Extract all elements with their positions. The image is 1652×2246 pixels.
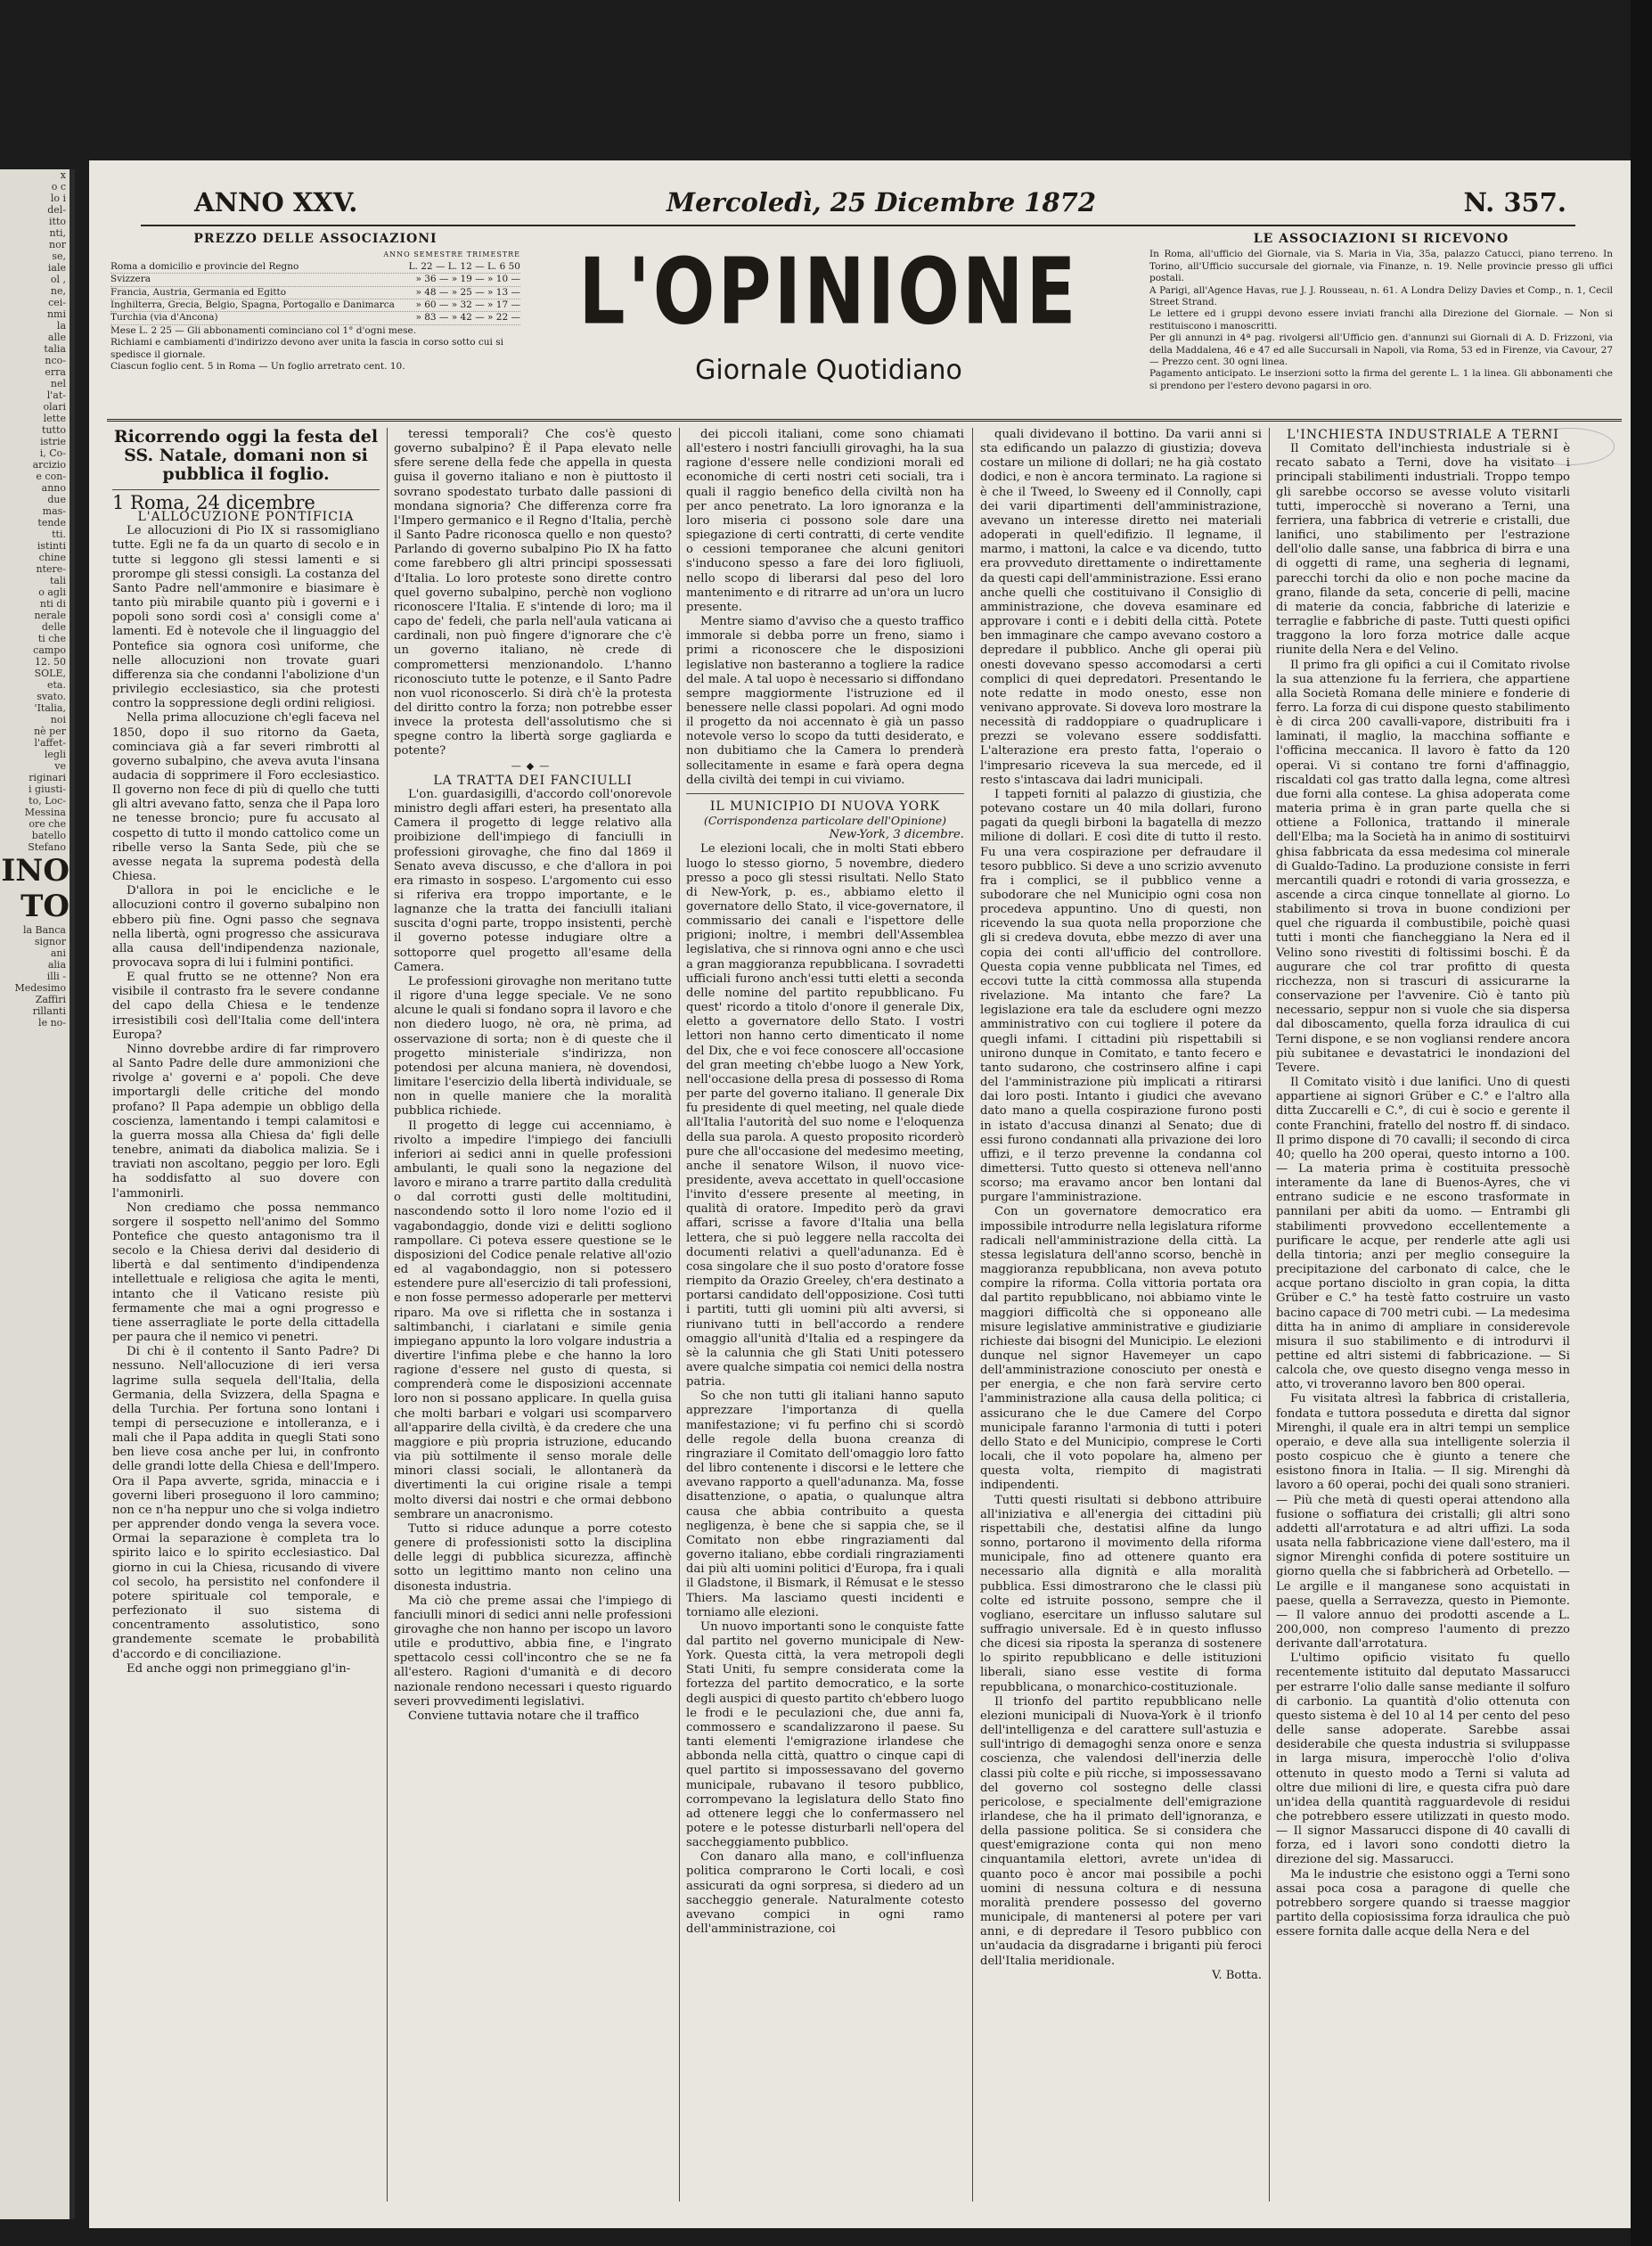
previous-page-fragment: mas- — [42, 505, 66, 517]
previous-page-fragment: la Banca — [22, 924, 66, 936]
previous-page-fragment: l'affet- — [34, 737, 66, 749]
column-rule — [387, 428, 388, 2201]
previous-page-fragment: i giusti- — [29, 783, 66, 795]
subs-heading: LE ASSOCIAZIONI SI RICEVONO — [1253, 232, 1509, 246]
paragraph: In Roma, all'ufficio del Giornale, via S. Maria in Via, 35a, palazzo Catucci, piano terreno. In Torino, all'Ufficio succursale del giornale, via Finanze, n. 19. Nelle provincie presso gli uffici postali. — [1149, 249, 1613, 284]
paragraph: Un nuovo importanti sono le conquiste fatte dal partito nel governo municipale di New-York. Questa città, la vera metropoli degli Stati Uniti, fu sempre considerata come la fortezza del partito democratico, e la sorte degli auspici di questo partito ch'ebbero luogo le frodi e le peculazioni che, due anni fa, commossero e scandalizzarono il paese. Su tanti elementi l'emigrazione irlandese che abbonda nella città, quattro o cinque capi di quel partito si impossessavano del governo municipale, rubavano il tesoro pubblico, corrompevano la legislatura dello Stato fino ad ottenere leggi che lo confermassero nel potere e le potesse disturbarli nell'opera del saccheggiamento pubblico. — [686, 1619, 964, 1850]
previous-page-fragment: signor — [34, 936, 66, 947]
price-row — [110, 274, 520, 286]
paragraph: Le lettere ed i gruppi devono essere inviati franchi alla Direzione del Giornale. — Non si restituiscono i manoscritti. — [1149, 308, 1613, 332]
previous-page-heading: TO — [20, 889, 70, 924]
paragraph: Pagamento anticipato. Le inserzioni sotto la firma del gerente L. 1 la linea. Gli abbonamenti che si prendono per l'estero devono pagarsi in oro. — [1149, 368, 1613, 391]
previous-page-fragment: eta. — [47, 679, 66, 691]
paragraph: Di chi è il contento il Santo Padre? Di nessuno. Nell'allocuzione di ieri versa lagrime sulla sequela dell'Italia, della Germania, della Svizzera, della Spagna e della Turchia. Per fortuna sono lontani i tempi di persecuzione e intolleranza, e i mali che il Papa addita in quegli Stati sono ben lieve cosa anche per lui, in confronto delle grandi lotte della Chiesa e dell'Impero. Ora il Papa avverte, sgrida, minaccia e i governi liberi proseguono il loro cammino; non ce n'ha neppur uno che si volga indietro per apprender dondo venga la severa voce. Ormai la separazione è completa tra lo spirito laico e lo spirito ecclesiastico. Dal giorno in cui la Chiesa, ricusando di vivere col secolo, ha persistito nel confondere il potere spirituale col temporale, e perfezionato il suo sistema di concentramento assolutistico, sono grandemente scemate le probabilità d'accordo e di conciliazione. — [112, 1345, 380, 1661]
previous-page-fragment: nerale — [34, 610, 66, 621]
article-body — [686, 428, 964, 788]
paragraph: Le professioni girovaghe non meritano tutte il rigore d'una legge speciale. Ve ne sono alcune le quali si fondano sopra il lavoro e che non diedero luogo, nè ora, nè prima, ad osservazione di sorta; non è di queste che il progetto ministeriale s'indirizza, non potendosi per alcuna maniera, nè dovendosi, limitare l'esercizio della libertà individuale, se non in quelle maniere che la moralità pubblica richiede. — [394, 974, 672, 1119]
previous-page-fragment: to, Loc- — [29, 795, 66, 807]
paragraph: Richiami e cambiamenti d'indirizzo devono aver unita la fascia in corso sotto cui si spedisce il giornale. — [110, 337, 503, 360]
previous-page-fragment: ve — [54, 760, 66, 772]
paragraph: D'allora in poi le encicliche e le allocuzioni contro il governo subalpino non ebbero più fine. Ogni passo che segnava nella libertà, ogni progresso che assicurava alla causa dell'indipendenza nazionale, provocava sopra di lui i fulmini pontifici. — [112, 884, 380, 970]
issue-year: ANNO XXV. — [194, 187, 358, 217]
column-1 — [112, 428, 380, 2201]
paragraph: Le elezioni locali, che in molti Stati ebbero luogo lo stesso giorno, 5 novembre, diedero presso a poco gli stessi risultati. Nello Stato di New-York, p. es., abbiamo eletto il governatore dello Stato, il vice-governatore, il commissario dei canali e l'ispettore delle prigioni; inoltre, i membri dell'Assemblea legislativa, che si rinnova ogni anno e che uscì a gran maggioranza repubblicana. I sovradetti ufficiali furono anch'essi tutti eletti a seconda delle nomine del partito repubblicano. Fu quest' ricordo a titolo d'onore il generale Dix, eletto a governatore dello Stato. I vostri lettori non hanno certo dimenticato il nome del Dix, che e voi fece conoscere all'occasione del gran meeting ch'ebbe luogo a New York, nell'occasione della presa di possesso di Roma per parte del governo italiano. Il generale Dix fu presidente di quel meeting, nel quale diede all'Italia l'autorità del suo nome e l'eloquenza della sua parola. A questo proposito ricorderò pure che all'occasione del medesimo meeting, anche il senatore Wilson, il nuovo vice-presidente, aveva accettato in quell'occasione l'invito d'essere presente al meeting, in qualità di oratore. Impedito però da gravi affari, scrisse a favore d'Italia una bella lettera, che si può leggere nella raccolta dei documenti relativi a quell'adunanza. Ed è cosa singolare che il suo posto d'oratore fosse riempito da Orazio Greeley, ch'era destinato a portarsi candidato dell'opposizione. Così tutti i partiti, tutti gli uomini più alti avversi, si riunivano tutti in bell'accordo a rendere omaggio all'unità d'Italia ed a respingere da sè la calunnia che gli Stati Uniti potessero avere qualche simpatia coi nemici della nostra patria. — [686, 842, 964, 1389]
previous-page-fragment: nti, — [49, 227, 66, 239]
subscription-prices — [110, 234, 520, 373]
previous-page-fragment: o agli — [38, 586, 66, 598]
price-row — [110, 287, 520, 299]
subscription-offices — [1149, 234, 1613, 392]
paragraph: Ciascun foglio cent. 5 in Roma — Un foglio arretrato cent. 10. — [110, 361, 405, 373]
previous-page-fragment: ol , — [50, 274, 66, 285]
paragraph: L'on. guardasigilli, d'accordo coll'onorevole ministro degli affari esteri, ha presentato alla Camera il progetto di legge relativo alla proibizione dell'impiego di fanciulli in professioni girovaghe, che fino dal 1869 il Senato aveva discusso, e che d'allora in poi era rimasto in sospeso. L'argomento cui esso si riferiva era troppo importante, e le lagnanze che la tratta dei fanciulli italiani suscita d'ogni parte, troppo insistenti, perchè il governo potesse indugiare oltre a sottoporre quel progetto all'esame della Camera. — [394, 787, 672, 974]
paragraph: I tappeti forniti al palazzo di giustizia, che potevano costare un 40 mila dollari, furono pagati da quegli birboni la bagatella di mezzo milione di dollari. E così dite di tutto il resto. Fu una vera cospirazione per defraudare il tesoro pubblico. Si deve a uno scrizio avvenuto fra i complici, se il pubblico venne a subodorare che nel Municipio ogni cosa non procedeva appuntino. Uno di questi, non ricevendo la sua quota nella proporzione che gli si credeva dovuta, ebbe mezzo di aver una copia dei conti all'ufficio del controllore. Questa copia venne pubblicata nel Times, ed eccovi tutte la città commossa alla stupenda rivelazione. Ma intanto che fare? La legislazione era tale da escludere ogni mezzo amministrativo con cui togliere il potere da quegli infami. I cittadini più rispettabili si unirono dunque in Comitato, e tanto fecero e tanto sudarono, che costrinsero alfine i capi del l'amministrazione più implicati a ritirarsi dai loro posti. Intanto i giudici che avevano dato mano a quella cospirazione furono posti in istato d'accusa dinanzi al Senato; due di essi furono condannati alla privazione dei loro uffizi, e il terzo prevenne la condanna col dimettersi. Tutto questo si otteneva nell'anno scorso; ma eravamo ancor ben lontani dal purgare l'amministrazione. — [980, 787, 1262, 1205]
previous-page-fragment: nor — [49, 239, 66, 250]
previous-page-fragment: due — [47, 494, 66, 505]
previous-page-fragment: nmi — [46, 308, 66, 320]
previous-page-fragment: talia — [44, 343, 66, 355]
article-body — [112, 524, 380, 1676]
previous-page-fragment: tali — [49, 575, 66, 586]
price-amount: » 60 — » 32 — » 17 — — [415, 299, 520, 311]
previous-page-fragment: olari — [43, 401, 66, 413]
paragraph: Il progetto di legge cui accenniamo, è rivolto a impedire l'impiego dei fanciulli inferiori ai sedici anni in quelle professioni ambulanti, le quali sono la negazione del lavoro e mirano a trarre partito dalla credulità o dal corrotti gusti delle moltitudini, nascondendo sotto il loro nome l'ozio ed il vagabondaggio, donde vizi e delitti sogliono rampollare. Ci poteva essere questione se le disposizioni del Codice penale relative all'ozio ed al vagabondaggio, non si potessero estendere pure all'esercizio di tali professioni, e non fosse permesso adoperarle per mettervi riparo. Ma ove si rifletta che in sostanza i saltimbanchi, i ciarlatani e simile genia impiegano appunto la loro volgare industria a divertire l'infima plebe e che hanno la loro ragione d'essere nel gusto di questa, si comprenderà come le disposizioni accennate loro non si possano applicare. In quella guisa che molti barbari e volgari usi scomparvero all'apparire della civiltà, è da credere che una maggiore e più propria istruzione, educando via più sottilmente il senso morale delle minori classi sociali, le allontanerà da divertimenti la cui origine risale a tempi molto diversi dai nostri e che ormai debbono sembrare un anacronismo. — [394, 1119, 672, 1521]
previous-page-fragment: Messina — [24, 807, 66, 818]
previous-page-fragment: del- — [47, 204, 66, 216]
paragraph: Ma ciò che preme assai che l'impiego di fanciulli minori di sedici anni nelle professioni girovaghe che non hanno per iscopo un lavoro utile e produttivo, abbia fine, e l'ingrato spettacolo cessi coll'incontro che se ne fa all'estero. Ragioni d'umanità e di decoro nazionale rendono necessari i questo riguardo severi provvedimenti legislativi. — [394, 1594, 672, 1709]
article-heading: IL MUNICIPIO DI NUOVA YORK — [709, 799, 941, 814]
rule — [686, 793, 964, 794]
price-amount: » 83 — » 42 — » 22 — — [415, 312, 520, 324]
previous-page-fragment: l'at- — [46, 389, 66, 401]
previous-page-fragment: lo i — [50, 193, 66, 204]
scan-border — [1631, 0, 1652, 2246]
previous-page-edge — [0, 169, 75, 2219]
dateline: 1 Roma, 24 dicembre — [112, 492, 315, 513]
previous-page-fragment: batello — [31, 830, 66, 841]
paragraph: Il Comitato visitò i due lanifici. Uno di questi appartiene ai signori Grüber e C.° e l'altro alla ditta Zuccarelli e C.°, di cui è socio e gerente il conte Franchini, fratello del nostro ff. di sindaco. Il primo dispone di 70 cavalli; il secondo di circa 40; quello ha 200 operai, questo intorno a 100. — La materia prima è costituita pressochè interamente da lane di Buenos-Ayres, che vi entrano sudicie e ne escono trasformate in pannilani per abiti da uomo. — Entrambi gli stabilimenti provvedono eccellentemente a purificare le acque, per renderle atte agli usi della tintoria; anzi per meglio conseguire la precipitazione del carbonato di calce, che le acque portano disciolto in gran copia, la ditta Grüber e C.° ha testè fatto costruire un vasto bacino capace di 700 metri cubi. — La medesima ditta ha in animo di ampliare in considerevole misura il suo stabilimento e di introdurvi il pettine ed altri sistemi di fabbricazione. — Si calcola che, ove questo disegno venga messo in atto, vi troveranno lavoro ben 800 operai. — [1276, 1076, 1570, 1392]
previous-page-fragment: SOLE, — [34, 668, 66, 679]
previous-page-fragment: e con- — [36, 471, 66, 482]
previous-page-fragment: la — [56, 320, 66, 332]
newspaper-title: L'OPINIONE — [578, 239, 1079, 346]
price-place: Svizzera — [110, 274, 151, 285]
previous-page-fragment: illi - — [46, 971, 66, 982]
column-5 — [1276, 428, 1570, 2201]
previous-page-fragment: Stefano — [28, 841, 66, 853]
previous-page-fragment: cei- — [48, 297, 66, 308]
previous-page-fragment: iale — [47, 262, 66, 274]
article-body — [686, 842, 964, 1937]
previous-page-fragment: lette — [43, 413, 66, 424]
price-table — [110, 261, 520, 325]
previous-page-fragment: nè per — [34, 725, 66, 737]
previous-page-fragment: tutto — [42, 424, 66, 436]
paragraph: Tutti questi risultati si debbono attribuire all'iniziativa e all'energia dei cittadini più rispettabili che, destatisi alfine da lungo sonno, portarono il movimento della riforma municipale, fino ad ottenere quanto era necessario alla dignità e alla moralità pubblica. Essi dimostrarono che le classi più colte ed istruite possono, sempre che il vogliano, esercitare un influsso salutare sul suffragio universale. Ed è in questo influsso che dicesi sia riposta la speranza di sostenere lo spirito repubblicano e delle istituzioni liberali, siano esse vestite di forma repubblicana, o monarchico-costituzionale. — [980, 1493, 1262, 1694]
previous-page-fragment: tti. — [52, 529, 66, 540]
price-place: Roma a domicilio e provincie del Regno — [110, 260, 299, 272]
previous-page-fragment: nco- — [45, 355, 66, 366]
previous-page-fragment: ani — [50, 947, 66, 959]
paragraph: quali dividevano il bottino. Da varii anni si sta edificando un palazzo di giustizia; doveva costare un milione di dollari; ne ha già costato dodici, e non è ancora terminato. La ragione si è che il Tweed, lo Sweeny ed il Connolly, capi dei varii dipartimenti dell'amministrazione, avevano un interesse diretto nei materiali adoperati in quell'edifizio. Il legname, il marmo, i mattoni, la calce e va dicendo, tutto era provveduto direttamente o indirettamente da questi capi dell'amministrazione. Essi erano anche quelli che costituivano il Consiglio di amministrazione, che doveva esaminare ed approvare i conti e i debiti della città. Potete ben immaginare che campo avevano costoro a depredare il pubblico. Anche gli operai più onesti dovevano spesso accomodarsi a certi complici di quei depredatori. Presentando le note redatte in modo onesto, esse non venivano approvate. Si doveva loro mostrare la necessità di raddoppiare o quadruplicare i prezzi se volevano essere soddisfatti. L'alterazione era presto fatta, l'operaio o l'impresario riceveva la sua mercede, ed il resto s'intascava dai ladri municipali. — [980, 428, 1262, 787]
price-row — [110, 261, 520, 274]
price-amount: » 36 — » 19 — » 10 — — [415, 274, 520, 285]
previous-page-fragment: se, — [52, 250, 66, 262]
paragraph: A Parigi, all'Agence Havas, rue J. J. Rousseau, n. 61. A Londra Delizy Davies et Comp., n. 1, Cecil Street Strand. — [1149, 284, 1613, 308]
previous-page-fragment: nti di — [39, 598, 66, 610]
paragraph: Nella prima allocuzione ch'egli faceva nel 1850, dopo il suo ritorno da Gaeta, cominciava già a far severi rimbrotti al governo subalpino, che aveva avuta l'insana audacia di sopprimere il Foro ecclesiastico. Il governo non fece di più di quello che tutti gli altri avevano fatto, senza che il Papa loro ne tenesse broncio; pure fu accusato al cospetto di tutto il mondo cattolico come un ribelle verso la Santa Sede, più che se avesse negata la suprema podestà della Chiesa. — [112, 711, 380, 884]
previous-page-fragment: alia — [47, 959, 66, 971]
paragraph: Tutto si riduce adunque a porre cotesto genere di professionisti sotto la disciplina delle leggi di pubblica sicurezza, affinchè sotto un legittimo manto non celino una disonesta industria. — [394, 1521, 672, 1594]
paragraph: Le allocuzioni di Pio IX si rassomigliano tutte. Egli ne fa da un quarto di secolo e in tutte si leggono gli stessi lamenti e si prorompe gli stessi consigli. La costanza del Santo Padre nell'ammonire e biasimare è tanto più mirabile quanto più i governi e i popoli sono sordi così a' consigli come a' lamenti. Ed è notevole che il linguaggio del Pontefice sia ognora così uniforme, che nelle allocuzioni non trovate guari differenza sia che condanni l'abolizione d'un privilegio ecclesiastico, sia che protesti contro la soppressione degli ordini religiosi. — [112, 524, 380, 711]
paragraph: Con danaro alla mano, e coll'influenza politica comprarono le Corti locali, e così assicurati da ogni sorpresa, si diedero ad un saccheggio generale. Naturalmente cotesto avevano compici in ogni ramo dell'amministrazione, coi — [686, 1850, 964, 1937]
issue-number: N. 357. — [1463, 187, 1566, 217]
previous-page-fragment: nel — [50, 378, 66, 389]
previous-page-fragment: alle — [47, 332, 66, 343]
previous-page-fragment: 'Italia, — [34, 702, 66, 714]
article-body — [1276, 442, 1570, 1939]
paragraph: Ed anche oggi non primeggiano gl'in- — [127, 1661, 351, 1676]
masthead-rule — [107, 419, 1622, 422]
previous-page-fragment: istrie — [40, 436, 66, 447]
previous-page-fragment: noi — [50, 714, 66, 725]
paragraph: Conviene tuttavia notare che il traffico — [408, 1709, 640, 1723]
previous-page-fragment: legli — [44, 749, 66, 760]
rule — [112, 489, 380, 490]
previous-page-fragment: o c — [51, 181, 66, 193]
previous-page-fragment: riginari — [29, 772, 66, 783]
price-amount: L. 22 — L. 12 — L. 6 50 — [408, 260, 520, 272]
paragraph: Il Comitato dell'inchiesta industriale si è recato sabato a Terni, dove ha visitato i principali stabilimenti industriali. Troppo tempo gli sarebbe occorso se avesse voluto visitarli tutti, imperocchè si noverano a Terni, una ferriera, una fabbrica di vetrerie e cristalli, due lanifici, uno stabilimento per l'estrazione dell'olio dalle sanse, una fabbrica di birra e una di oggetti di rame, una segheria di legnami, parecchi torchi da olio e non poche macine da grano, filande da seta, concerie di pelli, macine di materie da concia, fabbriche di laterizie e terraglie e fabbriche di paste. Tutti questi opifici traggono la loro forza motrice dalle acque riunite della Nera e del Velino. — [1276, 442, 1570, 658]
previous-page-fragment: Medesimo — [14, 982, 66, 994]
previous-page-fragment: i, Co- — [39, 447, 66, 459]
previous-page-fragment: le no- — [38, 1017, 66, 1029]
article-body — [394, 428, 672, 759]
column-rule — [1269, 428, 1270, 2201]
paragraph: Ma le industrie che esistono oggi a Terni sono assai poca cosa a paragone di quelle che potrebbero sorgere quando si traesse maggior partito della copiosissima forza idraulica che può essere fornita dalle acque della Nera e del — [1276, 1867, 1570, 1939]
previous-page-fragment: arcizio — [32, 459, 66, 471]
previous-page-fragment: rillanti — [32, 1005, 66, 1017]
column-4 — [980, 428, 1262, 2201]
paragraph: Il trionfo del partito repubblicano nelle elezioni municipali di Nuova-York è il trionfo dell'intelligenza e del carattere sull'astuzia e sull'intrigo di demagoghi senza onore e senza coscienza, che valendosi dell'inerzia delle classi più colte e più ricche, si impossessavano del governo col sostegno delle classi pericolose, e specialmente dell'emigrazione irlandese, che ha il primato dell'ignoranza, e della passione politica. Se si considera che quest'emigrazione conta qui non meno cinquantamila elettori, avrete un'idea di quanto poco è ancor mai possibile a pochi uomini di nessuna coltura e di nessuna moralità prendere possesso del governo municipale, di mantenersi al potere per vari anni, e di depredare il Tesoro pubblico con un'audacia da disgradarne i briganti più feroci dell'Italia meridionale. — [980, 1694, 1262, 1968]
previous-page-fragment: istinti — [37, 540, 66, 552]
previous-page-fragments — [0, 169, 70, 1029]
column-rule — [679, 428, 680, 2201]
previous-page-fragment: anno — [41, 482, 66, 494]
price-place: Turchia (via d'Ancona) — [110, 312, 218, 324]
price-amount: » 48 — » 25 — » 13 — — [415, 286, 520, 298]
previous-page-fragment: chine — [38, 552, 66, 563]
previous-page-fragment: svato. — [37, 691, 66, 702]
previous-page-heading: INO — [1, 853, 70, 889]
column-3 — [686, 428, 964, 2201]
paragraph: Mese L. 2 25 — Gli abbonamenti cominciano col 1° d'ogni mese. — [110, 324, 417, 336]
article-heading: LA TRATTA DEI FANCIULLI — [433, 773, 633, 788]
article-body — [394, 788, 672, 1724]
price-notes — [110, 325, 520, 373]
column-rule — [972, 428, 973, 2201]
previous-page-fragment: erra — [45, 366, 66, 378]
price-place: Francia, Austria, Germania ed Egitto — [110, 286, 287, 298]
previous-page-fragment: campo — [33, 644, 66, 656]
previous-page-fragment: ntere- — [36, 563, 66, 575]
paragraph: Ninno dovrebbe ardire di far rimprovero al Santo Padre delle dure ammonizioni che rivolge a' governi e a' popoli. Che deve importargli delle critiche del mondo profano? Il Papa adempie un obbligo della coscienza, lamentando i tempi calamitosi e la guerra mossa alla Chiesa da' figli delle tenebre, animati da diabolica malizia. Se i traviati non ascoltano, peggio per loro. Egli ha soddisfatto al suo dovere con l'ammonirli. — [112, 1042, 380, 1201]
newspaper-subtitle: Giornale Quotidiano — [695, 355, 962, 386]
paragraph: Mentre siamo d'avviso che a questo traffico immorale si debba porre un freno, siamo i primi a riconoscere che le disposizioni legislative non basteranno a togliere la radice del male. A tal uopo è necessario si diffondano sempre maggiormente l'istruzione ed il benessere nelle classi popolari. Ad ogni modo il progetto da noi accennato è già un passo notevole verso lo scopo da tutti desiderato, e non dubitiamo che la Camera lo prenderà sollecitamente in esame e farà opera degna della civiltà dei tempi in cui viviamo. — [686, 615, 964, 787]
article-dateline: New-York, 3 dicembre. — [829, 828, 964, 842]
price-row — [110, 299, 520, 312]
previous-page-fragment: ore che — [29, 818, 66, 830]
ornament-rule: —◆— — [511, 759, 555, 772]
article-heading: L'INCHIESTA INDUSTRIALE A TERNI — [1287, 428, 1559, 442]
issue-date: Mercoledì, 25 Dicembre 1872 — [667, 187, 1097, 217]
previous-page-fragment: ti che — [37, 633, 66, 644]
paragraph: E qual frutto se ne ottenne? Non era visibile il contrasto fra le severe condanne del capo della Chiesa e le tendenze irresistibili così dell'Italia come dell'intera Europa? — [112, 971, 380, 1042]
previous-page-fragment: Zaffiri — [35, 994, 66, 1005]
paragraph: Per gli annunzi in 4ª pag. rivolgersi all'Ufficio gen. d'annunzi sui Giornali di A. D. Frizzoni, via della Maddalena, 46 e 47 ed alle Succursali in Napoli, via Roma, 53 ed in Firenze, via Cavour, 27 — Prezzo cent. 30 ogni linea. — [1149, 332, 1613, 368]
price-place: Inghilterra, Grecia, Belgio, Spagna, Portogallo e Danimarca — [110, 299, 395, 311]
newspaper-page — [89, 160, 1631, 2228]
previous-page-fragment: delle — [41, 621, 66, 633]
paragraph: L'ultimo opificio visitato fu quello recentemente istituito dal deputato Massarucci per estrarre l'olio dalle sanse mediante il solfuro di carbonio. La quantità d'olio ottenuta con questo sistema è del 10 al 14 per cento del peso delle sanse adoperate. Sarebbe assai desiderabile che questa industria si sviluppasse in larga misura, imperocchè l'olio d'oliva ottenuto in questo modo a Terni si valuta ad oltre due milioni di lire, e questa cifra può dare un'idea della quantità ragguardevole di residui che potrebbero essere utilizzati in questo modo. — Il signor Massarucci dispone di 40 cavalli di forza, ed i lavori sono condotti dietro la direzione del sig. Massarucci. — [1276, 1652, 1570, 1867]
paragraph: Il primo fra gli opifici a cui il Comitato rivolse la sua attenzione fu la ferriera, che appartiene alla Società Romana delle miniere e fonderie di ferro. La forza di cui dispone questo stabilimento è di circa 200 cavalli-vapore, distribuiti fra i laminati, il maglio, la macchina soffiante e l'officina meccanica. Il lavoro è fatto da 120 operai. Vi si contano tre forni d'affinaggio, riscaldati col gas tratto dalla legna, come altresì due forni alla contese. La ghisa adoperata come materia prima è in gran parte quella che si ottiene a Follonica, trattando il minerale dell'Elba; ma la Società ha in animo di sostituirvi ghisa fabbricata da essa medesima col minerale di Gualdo-Tadino. La produzione consiste in ferri mercantili quadri e rotondi di varia grossezza, e ascende a circa cinque tonnellate al giorno. Lo stabilimento si trova in buone condizioni per quel che riguarda il combustibile, poichè quasi tutti i monti che fiancheggiano la Nera ed il Velino sono rivestiti di foltissimi boschi. È da augurare che col trar profitto di questa ricchezza, non si trascuri di assicurarne la conservazione per l'avvenire. Ciò è tanto più necessario, seppur non si vuole che sia dispersa dal diboscamento, quella forza idraulica di cui Terni dispone, e se non vogliansi rendere ancora più subitanee e devastatrici le inondazioni del Tevere. — [1276, 658, 1570, 1075]
paragraph: dei piccoli italiani, come sono chiamati all'estero i nostri fanciulli girovaghi, ha la sua ragione d'essere nelle condizioni morali ed economiche di certi nostri ceti sociali, tra i quali il raggio benefico della civiltà non ha per anco penetrato. La loro ignoranza e la loro miseria ci possono sole dare una spiegazione di certi contratti, di certe vendite o cessioni temporanee che alcuni genitori s'inducono spesso a fare dei loro figliuoli, nello scopo di liberarsi dal peso del loro mantenimento e di ritrarre ad un'ora un lucro presente. — [686, 428, 964, 614]
paragraph: teressi temporali? Che cos'è questo governo subalpino? È il Papa elevato nelle sfere serene della fede che appella in questa guisa il governo italiano e non è piuttosto il sovrano spodestato turbato dalle passioni di mondana signoria? Che differenza corre fra l'Impero germanico e il Regno d'Italia, perchè il Santo Padre riconosca quello e non questo? Parlando di governo subalpino Pio IX ha fatto come farebbero gli altri principi spossessati d'Italia. Lo loro proteste sono dirette contro quel governo subalpino, perchè non vogliono riconoscere l'Italia. E s'intende di loro; ma il capo de' fedeli, che parla nell'aula vaticana ai cardinali, non può fingere d'ignorare che c'è un governo italiano, nè crede di compromettersi menzionandolo. L'hanno riconosciuto tutte le potenze, e il Santo Padre non vuol riconoscerlo. Si dirà ch'è la protesta del diritto contro la forza; non potrebbe esser invece la protesta dell'assolutismo che si spegne contro la libertà sorge gagliarda e potente? — [394, 428, 672, 758]
issue-line — [141, 185, 1575, 226]
previous-page-fragment: x — [60, 169, 66, 181]
prices-columns: ANNO SEMESTRE TRIMESTRE — [383, 250, 520, 259]
article-heading: L'ALLOCUZIONE PONTIFICIA — [137, 510, 355, 525]
prices-heading: PREZZO DELLE ASSOCIAZIONI — [193, 232, 438, 246]
paragraph: So che non tutti gli italiani hanno saputo apprezzare l'importanza di quella manifestazione; vi fu perfino chi si scordò delle regole della buona creanza di ringraziare il Comitato dell'omaggio loro fatto del libro contenente i discorsi e le lettere che avevano rapporto a quell'adunanza. Ma, fosse disattenzione, o apatia, o qualunque altra causa che abbia contribuito a questa negligenza, è bene che si sappia che, se il Comitato non ebbe ringraziamenti dal governo italiano, ebbe cordiali ringraziamenti dai più alti uomini politici d'Europa, fra i quali il Gladstone, il Bismark, il Rémusat e le stesso Thiers. Ma lasciamo questi incidenti e torniamo alle elezioni. — [686, 1389, 964, 1619]
paragraph: Non crediamo che possa nemmanco sorgere il sospetto nell'animo del Sommo Pontefice che questo antagonismo tra il secolo e la Chiesa derivi dal desiderio di libertà e dal sentimento d'indipendenza intellettuale e religiosa che agita le menti, intanto che il Vaticano resiste più fermamente che mai a ogni progresso e tiene asserragliate le porte della cittadella per paura che il nemico vi penetri. — [112, 1201, 380, 1345]
price-row — [110, 312, 520, 324]
column-2 — [394, 428, 672, 2201]
holiday-notice: Ricorrendo oggi la festa del SS. Natale, domani non si pubblica il foglio. — [113, 428, 379, 484]
previous-page-fragment: ne, — [50, 285, 66, 297]
subs-text — [1149, 249, 1613, 392]
paragraph: Con un governatore democratico era impossibile introdurre nella legislatura riforme radicali nell'amministrazione della città. La stessa legislatura dell'anno scorso, benchè in maggioranza repubblicana, non aveva potuto compire la riforma. Colla vittoria portata ora dal partito repubblicano, noi abbiamo vinte le maggiori difficoltà che si opponeano alle misure legislative amministrative e giudiziarie richieste dai bisogni del Municipio. Le elezioni dunque nel signor Havemeyer un capo dell'amministrazione conosciuto per onestà e per energia, e che non farà servire certo l'amministrazione alla causa della politica; ci assicurano che le due Camere del Corpo municipale faranno l'armonia di tutti i poteri dello Stato e del Municipio, comprese le Corti locali, che il voto popolare ha, almeno per questa volta, riempito di magistrati indipendenti. — [980, 1205, 1262, 1493]
article-subheading: (Corrispondenza particolare dell'Opinione) — [703, 814, 947, 828]
previous-page-fragment: tende — [37, 517, 66, 529]
previous-page-fragment: itto — [49, 216, 66, 227]
article-signature: V. Botta. — [1212, 1968, 1262, 1982]
article-body — [980, 428, 1262, 1969]
paragraph: Fu visitata altresì la fabbrica di cristalleria, fondata e tuttora posseduta e diretta dal signor Mirenghi, il quale era in altri tempi un semplice operaio, e deve alla sua intelligente solerzia il posto cospicuo che è giunto a tenere che esistono finora in Italia. — Il sig. Mirenghi dà lavoro a 60 operai, pochi dei quali sono stranieri. — Più che metà di questi operai attendono alla fusione o soffiatura dei cristalli; gli altri sono addetti all'arrotatura e ad altri uffizi. La soda usata nella fabbricazione viene dall'estero, ma il signor Mirenghi confida di potere sostituire un giorno quella che si fabbricherà ad Orbetello. — Le argille e il manganese sono acquistati in paese, quella a Serravezza, questo in Piemonte. — Il valore annuo dei prodotti ascende a L. 200,000, non compreso l'aumento di prezzo derivante dall'arrotatura. — [1276, 1392, 1570, 1652]
previous-page-fragment: 12. 50 — [35, 656, 66, 668]
